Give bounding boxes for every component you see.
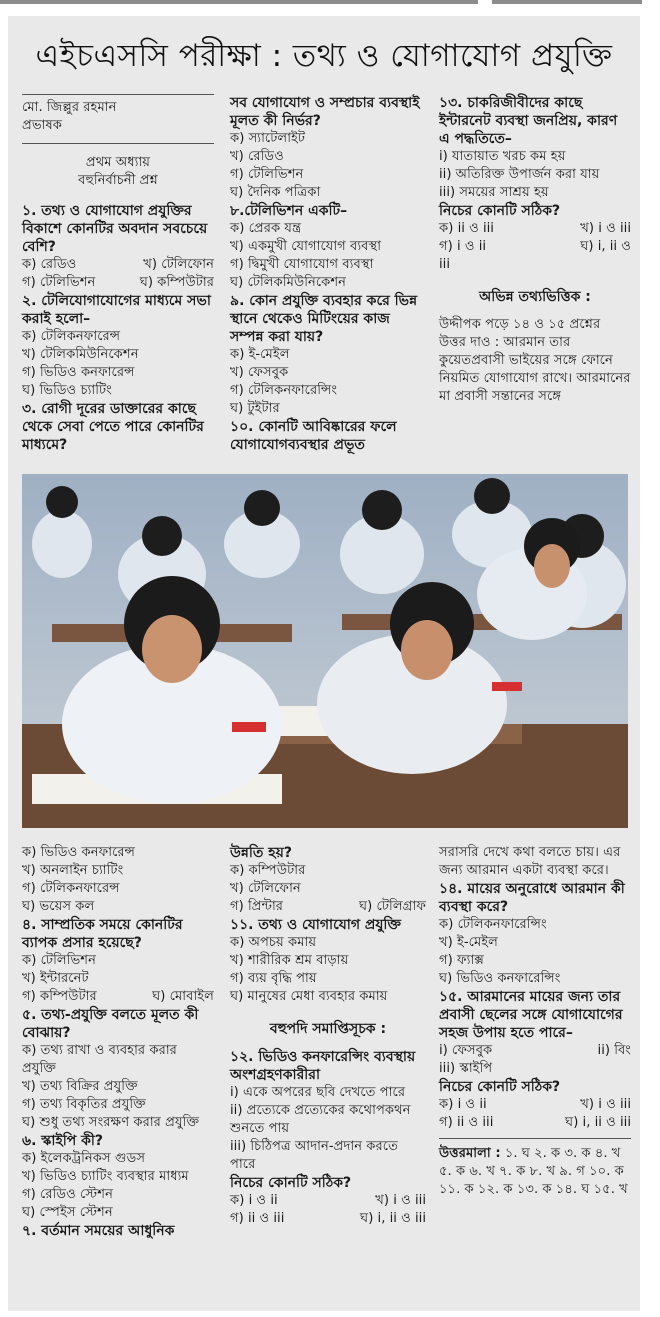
option-text: গ) টেলিকনফারেন্স bbox=[22, 881, 120, 896]
option-text: ঘ) মানুষের মেধা ব্যবহার কমায় bbox=[230, 989, 388, 1004]
question-text: সব যোগাযোগ ও সম্প্রচার ব্যবস্থাই মূলত কী নির্ভর? bbox=[230, 95, 420, 129]
chapter-title: প্রথম অধ্যায় bbox=[85, 155, 151, 170]
question-text: ১. তথ্য ও যোগাযোগ প্রযুক্তির বিকাশে কোনটির অবদান সবচেয়ে বেশি? bbox=[22, 203, 208, 255]
option-text: খ) তথ্য বিক্রির প্রযুক্তি bbox=[22, 1079, 138, 1094]
question-text: ১০. কোনটি আবিষ্কারের ফলে যোগাযোগব্যবস্থার প্রভূত bbox=[230, 419, 397, 453]
question-text: নিচের কোনটি সঠিক? bbox=[439, 1079, 561, 1095]
question-list bbox=[439, 94, 631, 406]
option-text: ক) প্রেরক যন্ত্র bbox=[230, 221, 302, 236]
column-2-top bbox=[230, 94, 426, 454]
option-text: ঘ) টুইটার bbox=[230, 401, 280, 416]
option-row bbox=[22, 274, 214, 292]
question-text: উন্নতি হয়? bbox=[230, 845, 293, 861]
option-row bbox=[439, 1096, 631, 1114]
column-1-top bbox=[22, 94, 214, 454]
option-text: গ) তথ্য বিকৃতির প্রযুক্তি bbox=[22, 1097, 146, 1112]
option-text: iii) স্কাইপি bbox=[439, 1061, 493, 1076]
option-text: খ) টেলিকমিউনিকেশন bbox=[22, 347, 139, 362]
option-row bbox=[230, 1210, 426, 1228]
column-1-bottom bbox=[22, 844, 214, 1240]
option-text: ক) অপচয় কমায় bbox=[230, 935, 317, 950]
chapter-subtitle: বহুনির্বাচনী প্রশ্ন bbox=[78, 173, 158, 188]
option-text: ক) i ও ii bbox=[439, 1097, 487, 1112]
option-text: ঘ) টেলিকমিউনিকেশন bbox=[230, 275, 347, 290]
question-list bbox=[230, 844, 426, 1228]
question-text: ১৪. মায়ের অনুরোধে আরমান কী ব্যবস্থা করে? bbox=[439, 881, 625, 915]
option-row bbox=[439, 1042, 631, 1060]
top-rule bbox=[0, 0, 660, 8]
option-text: খ) i ও iii bbox=[375, 1193, 426, 1208]
question-text: ২. টেলিযোগাযোগের মাধ্যমে সভা করাই হলো– bbox=[22, 293, 211, 327]
option-row bbox=[230, 898, 426, 916]
question-text: ৭. বর্তমান সময়ের আধুনিক bbox=[22, 1223, 175, 1239]
question-text: ৯. কোন প্রযুক্তি ব্যবহার করে ভিন্ন স্থানে থেকেও মিটিংয়ের কাজ সম্পন্ন করা যায়? bbox=[230, 293, 418, 345]
question-text: ১১. তথ্য ও যোগাযোগ প্রযুক্তি bbox=[230, 917, 402, 933]
option-text: ক) টেলিকনফারেন্সিং bbox=[439, 917, 547, 932]
option-text: গ) টেলিকনফারেন্সিং bbox=[230, 383, 338, 398]
option-text: গ) টেলিভিশন bbox=[230, 167, 304, 182]
option-text: খ) অনলাইন চ্যাটিং bbox=[22, 863, 124, 878]
option-text: গ) ii ও iii bbox=[230, 1211, 285, 1226]
question-text: ১২. ভিডিও কনফারেন্সিং ব্যবস্থায় অংশগ্রহণকারীরা bbox=[230, 1049, 416, 1083]
column-2-bottom bbox=[230, 844, 426, 1228]
option-text: ii) অতিরিক্ত উপার্জন করা যায় bbox=[439, 167, 600, 182]
option-text: ঘ) শুধু তথ্য সংরক্ষণ করার প্রযুক্তি bbox=[22, 1115, 200, 1130]
option-text: ক) i ও ii bbox=[230, 1193, 278, 1208]
divider bbox=[22, 94, 214, 95]
option-text: ক) ইলেকট্রনিকস গুডস bbox=[22, 1151, 146, 1166]
option-text: ঘ) টেলিগ্রাফ bbox=[359, 899, 426, 914]
option-text: ii) বিং bbox=[597, 1043, 631, 1058]
option-text: ঘ) ভিডিও চ্যাটিং bbox=[22, 383, 112, 398]
author-role: প্রভাষক bbox=[22, 118, 62, 133]
answer-key-values: ১. ঘ ২. ক ৩. ক ৪. খ ৫. ক ৬. খ ৭. ক ৮. খ ৯. গ ১০. ক ১১. ক ১২. ক ১৩. ক ১৪. ঘ ১৫. খ bbox=[439, 1146, 628, 1197]
option-row bbox=[22, 256, 214, 274]
option-text: ক) স্যাটেলাইট bbox=[230, 131, 306, 146]
option-text: গ) i ও ii bbox=[439, 239, 487, 254]
question-text: ৬. স্কাইপি কী? bbox=[22, 1133, 104, 1149]
divider bbox=[22, 143, 214, 144]
option-text: ক) ii ও iii bbox=[439, 221, 494, 236]
question-list bbox=[230, 94, 426, 454]
question-text: ৪. সাম্প্রতিক সময়ে কোনটির ব্যাপক প্রসার হয়েছে? bbox=[22, 917, 183, 951]
option-text: খ) ই-মেইল bbox=[439, 935, 498, 950]
question-text: ৫. তথ্য-প্রযুক্তি বলতে মূলত কী বোঝায়? bbox=[22, 1007, 199, 1041]
option-text: ক) তথ্য রাখা ও ব্যবহার করার প্রযুক্তি bbox=[22, 1043, 177, 1076]
question-text: ১৫. আরমানের মায়ের জন্য তার প্রবাসী ছেলের সঙ্গে যোগাযোগের সহজ উপায় হতে পারে– bbox=[439, 989, 623, 1041]
answer-key-label: উত্তরমালা : bbox=[439, 1146, 501, 1161]
option-text: ক) টেলিভিশন bbox=[22, 953, 96, 968]
option-text: খ) i ও iii bbox=[580, 1097, 631, 1112]
top-rule-left bbox=[0, 0, 478, 4]
option-text: গ) ii ও iii bbox=[439, 1115, 494, 1130]
option-text: ঘ) দৈনিক পত্রিকা bbox=[230, 185, 321, 200]
option-text: গ) ভিডিও কনফারেন্স bbox=[22, 365, 135, 380]
option-text: i) একে অপরের ছবি দেখতে পারে bbox=[230, 1085, 406, 1100]
option-row bbox=[439, 1114, 631, 1132]
option-text: ক) ভিডিও কনফারেন্স bbox=[22, 845, 136, 860]
option-text: গ) রেডিও স্টেশন bbox=[22, 1187, 113, 1202]
option-text: ঘ) কম্পিউটার bbox=[139, 275, 214, 290]
option-text: সরাসরি দেখে কথা বলতে চায়। এর জন্য আরমান একটা ব্যবস্থা করে। bbox=[439, 845, 621, 878]
option-text: iii bbox=[439, 257, 450, 272]
option-text: গ) ফ্যাক্স bbox=[439, 953, 484, 968]
photo-illustration bbox=[22, 474, 628, 828]
section-heading: অভিন্ন তথ্যভিত্তিক : bbox=[479, 289, 591, 305]
option-text: গ) টেলিভিশন bbox=[22, 275, 96, 290]
option-text: ঘ) i, ii ও iii bbox=[565, 1115, 631, 1130]
option-text: ক) ই-মেইল bbox=[230, 347, 290, 362]
author-name: মো. জিল্লুর রহমান bbox=[22, 100, 117, 115]
question-text: ৩. রোগী দূরের ডাক্তারের কাছে থেকে সেবা পেতে পারে কোনটির মাধ্যমে? bbox=[22, 401, 204, 453]
option-row bbox=[22, 988, 214, 1006]
article-panel bbox=[8, 16, 640, 1311]
question-text: নিচের কোনটি সঠিক? bbox=[439, 203, 561, 219]
option-text: iii) চিঠিপত্র আদান-প্রদান করতে পারে bbox=[230, 1139, 398, 1172]
page-title: এইচএসসি পরীক্ষা : তথ্য ও যোগাযোগ প্রযুক্তি bbox=[35, 38, 613, 74]
option-text: গ) দ্বিমুখী যোগাযোগ ব্যবস্থা bbox=[230, 257, 374, 272]
option-row bbox=[439, 220, 631, 238]
option-text: ঘ) ভিডিও কনফারেন্সিং bbox=[439, 971, 561, 986]
option-text: ক) কম্পিউটার bbox=[230, 863, 306, 878]
question-list bbox=[439, 844, 631, 1199]
question-list bbox=[22, 202, 214, 454]
option-text: ii) প্রত্যেকে প্রত্যেকের কথোপকথন শুনতে পায় bbox=[230, 1103, 411, 1136]
option-text: i) ফেসবুক bbox=[439, 1043, 493, 1058]
exam-hall-photo bbox=[22, 474, 628, 828]
option-text: খ) টেলিফোন bbox=[143, 257, 214, 272]
option-text: ক) টেলিকনফারেন্স bbox=[22, 329, 121, 344]
option-text: ঘ) i, ii ও iii bbox=[360, 1211, 426, 1226]
option-row bbox=[230, 1192, 426, 1210]
section-heading: বহুপদি সমাপ্তিসূচক : bbox=[269, 1021, 387, 1037]
option-text: খ) টেলিফোন bbox=[230, 881, 301, 896]
column-3-bottom bbox=[439, 844, 631, 1199]
option-text: iii) সময়ের সাশ্রয় হয় bbox=[439, 185, 549, 200]
option-text: ঘ) মোবাইল bbox=[152, 989, 214, 1004]
answer-key bbox=[439, 1145, 631, 1199]
option-text: খ) একমুখী যোগাযোগ ব্যবস্থা bbox=[230, 239, 382, 254]
question-text: ৮.টেলিভিশন একটি– bbox=[230, 203, 348, 219]
question-text: ১৩. চাকরিজীবীদের কাছে ইন্টারনেট ব্যবস্থা জনপ্রিয়, কারণ এ পদ্ধতিতে– bbox=[439, 95, 618, 147]
option-text: ঘ) ভয়েস কল bbox=[22, 899, 95, 914]
option-text: খ) ফেসবুক bbox=[230, 365, 289, 380]
question-list bbox=[22, 844, 214, 1240]
option-text: খ) ইন্টারনেট bbox=[22, 971, 89, 986]
option-text: ঘ) i, ii ও bbox=[580, 239, 631, 254]
option-text: খ) রেডিও bbox=[230, 149, 284, 164]
question-text: নিচের কোনটি সঠিক? bbox=[230, 1175, 352, 1191]
option-text: i) যাতায়াত খরচ কম হয় bbox=[439, 149, 566, 164]
option-text: খ) i ও iii bbox=[580, 221, 631, 236]
option-row bbox=[439, 238, 631, 256]
option-text: খ) ভিডিও চ্যাটিং ব্যবস্থার মাধ্যম bbox=[22, 1169, 189, 1184]
top-rule-right bbox=[492, 0, 642, 4]
option-text: গ) ব্যয় বৃদ্ধি পায় bbox=[230, 971, 317, 986]
divider bbox=[439, 1138, 631, 1139]
option-text: খ) শারীরিক শ্রম বাড়ায় bbox=[230, 953, 349, 968]
column-3-top bbox=[439, 94, 631, 406]
option-text: উদ্দীপক পড়ে ১৪ ও ১৫ প্রশ্নের উত্তর দাও : আরমান তার কুয়েতপ্রবাসী ভাইয়ের সঙ্গে ফোনে নিয়মিত যোগাযোগ রাখে। আরমানের মা প্রবাসী সন্তানের সঙ্গে bbox=[439, 317, 631, 404]
option-text: ঘ) স্পেইস স্টেশন bbox=[22, 1205, 113, 1220]
option-text: ক) রেডিও bbox=[22, 257, 77, 272]
option-text: গ) কম্পিউটার bbox=[22, 989, 97, 1004]
option-text: গ) প্রিন্টার bbox=[230, 899, 284, 914]
